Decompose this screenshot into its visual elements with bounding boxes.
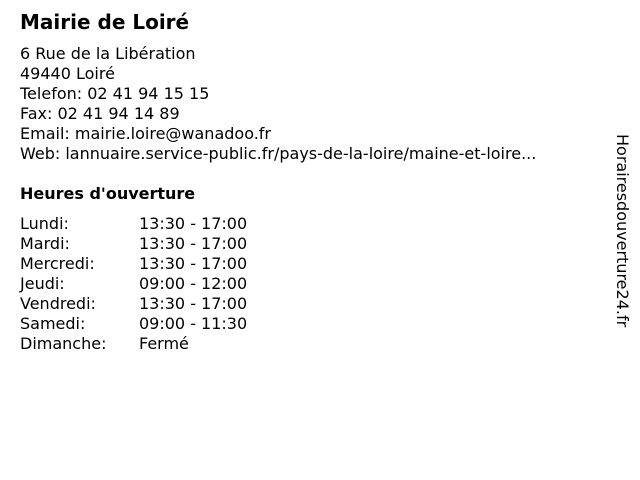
time-range: 13:30 - 17:00 [139,294,248,313]
web-line: Web: lannuaire.service-public.fr/pays-de-la-loire/maine-et-loire... [20,144,537,163]
time-range: 13:30 - 17:00 [139,254,248,273]
time-range: 13:30 - 17:00 [139,214,248,233]
phone-line: Telefon: 02 41 94 15 15 [20,84,210,103]
time-range: 13:30 - 17:00 [139,234,248,253]
day-label: Samedi: [20,314,86,333]
day-label: Mardi: [20,234,70,253]
time-range: Fermé [139,334,189,353]
email-line: Email: mairie.loire@wanadoo.fr [20,124,271,143]
address-street: 6 Rue de la Libération [20,44,196,63]
fax-line: Fax: 02 41 94 14 89 [20,104,180,123]
hours-title: Heures d'ouverture [20,184,196,203]
page-title: Mairie de Loiré [20,10,190,34]
address-city: 49440 Loiré [20,64,115,83]
time-range: 09:00 - 12:00 [139,274,248,293]
contact-info [20,44,536,164]
day-label: Lundi: [20,214,69,233]
day-label: Vendredi: [20,294,96,313]
day-label: Mercredi: [20,254,95,273]
day-label: Dimanche: [20,334,107,353]
watermark-text: Horairesdouverture24.fr [613,134,632,328]
time-range: 09:00 - 11:30 [139,314,248,333]
day-label: Jeudi: [20,274,65,293]
